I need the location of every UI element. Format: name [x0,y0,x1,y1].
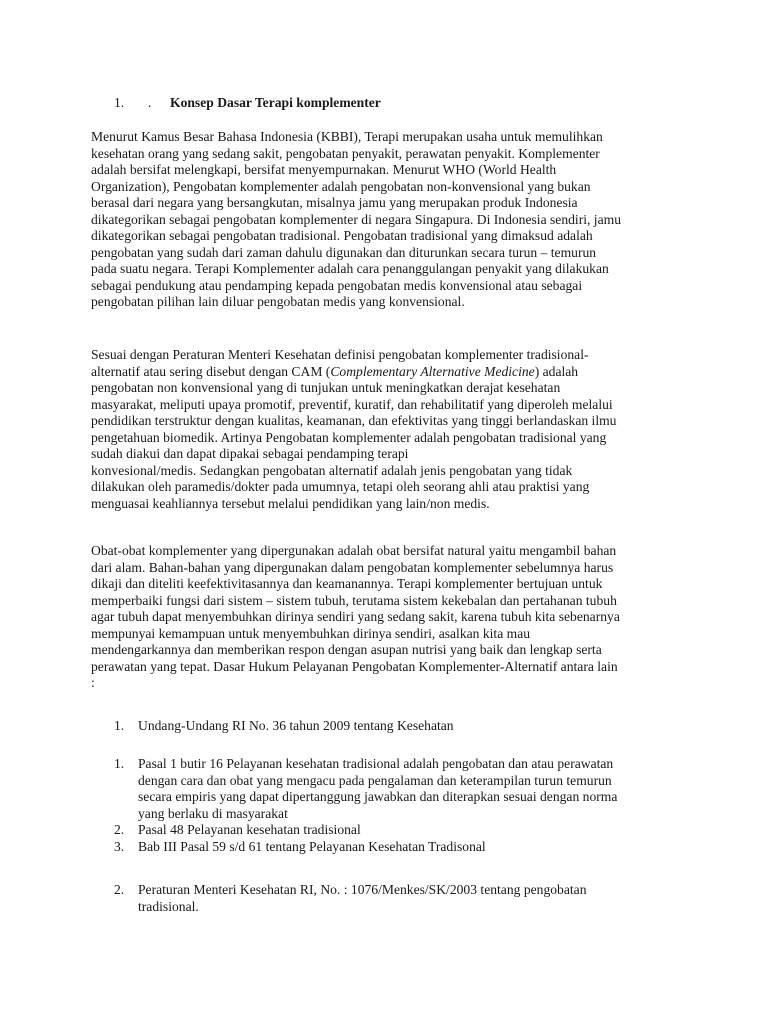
text-line: pendidikan terstruktur dengan kualitas, keamanan, dan efektivitas yang tinggi berlandaskan ilmu [91,413,617,428]
text-line: tradisional. [138,898,199,914]
list-item [114,718,674,735]
list-item [114,822,674,839]
list-marker: 1. [114,718,125,733]
italic-term: Complementary Alternative Medicine [330,363,535,379]
paragraph-definition [91,129,691,311]
list-marker: 3. [114,838,125,854]
text-line: Peraturan Menteri Kesehatan RI, No. : 1076/Menkes/SK/2003 tentang pengobatan [138,882,587,897]
text-line: pengobatan non konvensional yang di tunjukan untuk meningkatkan derajat kesehatan [91,380,561,395]
text-line: agar tubuh dapat menyembuhkan dirinya sendiri yang sedang sakit, karena tubuh kita sebenarnya [91,609,620,624]
text-line: Organization), Pengobatan komplementer adalah pengobatan non-konvensional yang bukan [91,178,591,194]
paragraph-natural-medicine [91,543,691,692]
text-line: Undang-Undang RI No. 36 tahun 2009 tentang Kesehatan [138,718,454,733]
legal-basis-list [114,718,674,735]
text-line: adalah bersifat melengkapi, bersifat menyempurnakan. Menurut WHO (World Health [91,162,557,177]
text-line: pengobatan yang sudah dari zaman dahulu digunakan dan diturunkan secara turun – temurun [91,244,597,260]
text-line: pengetahuan biomedik. Artinya Pengobatan komplementer adalah pengobatan tradisional yang [91,429,607,445]
text-line: dikategorikan sebagai pengobatan tradisional. Pengobatan tradisional yang dimaksud adalah [91,228,593,243]
text-line: sudah diakui dan dapat dipakai sebagai pendamping terapi [91,446,409,461]
text-line: Obat-obat komplementer yang dipergunakan adalah obat bersifat natural yaitu mengambil bahan [91,543,617,558]
heading-dot: . [148,95,152,110]
text-line: dilakukan oleh paramedis/dokter pada umumnya, tetapi oleh seorang ahli atau praktisi yang [91,479,590,494]
article-list [114,756,674,855]
text-line: masyarakat, meliputi upaya promotif, preventif, kuratif, dan rehabilitatif yang diperoleh melalui [91,396,613,412]
text-line: konvesional/medis. Sedangkan pengobatan alternatif adalah jenis pengobatan yang tidak [91,462,573,478]
list-marker: 1. [114,756,125,771]
text-fragment: ) adalah [534,363,579,379]
text-line: mendengarkannya dan memberikan respon dengan asupan nutrisi yang baik dan lengkap serta [91,642,602,657]
list-item [114,839,674,856]
text-line: yang berlaku di masyarakat [138,805,288,821]
text-line: mempunyai kemampuan untuk menyembuhkan dirinya sendiri, asalkan kita mau [91,625,531,641]
paragraph-regulation [91,347,691,512]
text-line: menguasai keahliannya tersebut melalui pendidikan yang lain/non medis. [91,495,490,511]
text-line: Sesuai dengan Peraturan Menteri Kesehatan definisi pengobatan komplementer tradisional- [91,347,589,362]
list-item [114,756,674,822]
text-line: Pasal 48 Pelayanan kesehatan tradisional [138,822,361,837]
text-line: Bab III Pasal 59 s/d 61 tentang Pelayanan Kesehatan Tradisonal [138,838,486,854]
text-line: secara empiris yang dapat dipertanggung jawabkan dan diterapkan sesuai dengan norma [138,789,618,804]
text-line: dengan cara dan obat yang mengacu pada pengalaman dan keterampilan turun temurun [138,772,612,788]
text-line [91,364,691,381]
text-line: Pasal 1 butir 16 Pelayanan kesehatan tradisional adalah pengobatan dan atau perawatan [138,756,614,771]
text-line: berasal dari negara yang bersangkutan, misalnya jamu yang merupakan produk Indonesia [91,195,578,210]
heading-title: Konsep Dasar Terapi komplementer [170,95,381,110]
section-heading [114,95,381,111]
text-line: memperbaiki fungsi dari sistem – sistem tubuh, terutama sistem kekebalan dan pertahanan tubuh [91,592,617,608]
text-line: dari alam. Bahan-bahan yang dipergunakan dalam pengobatan komplementer sebelumnya harus [91,559,614,575]
text-line: kesehatan orang yang sedang sakit, pengobatan penyakit, perawatan penyakit. Komplementer [91,145,600,161]
list-item [114,882,674,915]
text-line: dikategorikan sebagai pengobatan komplementer di negara Singapura. Di Indonesia sendiri, jamu [91,211,621,227]
text-line: perawatan yang tepat. Dasar Hukum Pelayanan Pengobatan Komplementer-Alternatif antara lain [91,658,618,674]
list-marker: 2. [114,882,125,897]
text-line: dikaji dan diteliti keefektivitasannya dan keamanannya. Terapi komplementer bertujuan untuk [91,576,603,591]
text-line: : [91,675,95,690]
list-marker: 2. [114,822,125,837]
text-line: Menurut Kamus Besar Bahasa Indonesia (KBBI), Terapi merupakan usaha untuk memulihkan [91,129,603,144]
heading-number: 1. [114,95,125,110]
text-fragment: alternatif atau sering disebut dengan CAM ( [91,363,331,379]
text-line: pada suatu negara. Terapi Komplementer adalah cara penanggulangan penyakit yang dilakukan [91,261,609,276]
text-line: pengobatan pilihan lain diluar pengobatan medis yang konvensional. [91,294,465,309]
text-line: sebagai pendukung atau pendamping kepada pengobatan medis konvensional atau sebagai [91,277,583,293]
regulation-list [114,882,674,915]
